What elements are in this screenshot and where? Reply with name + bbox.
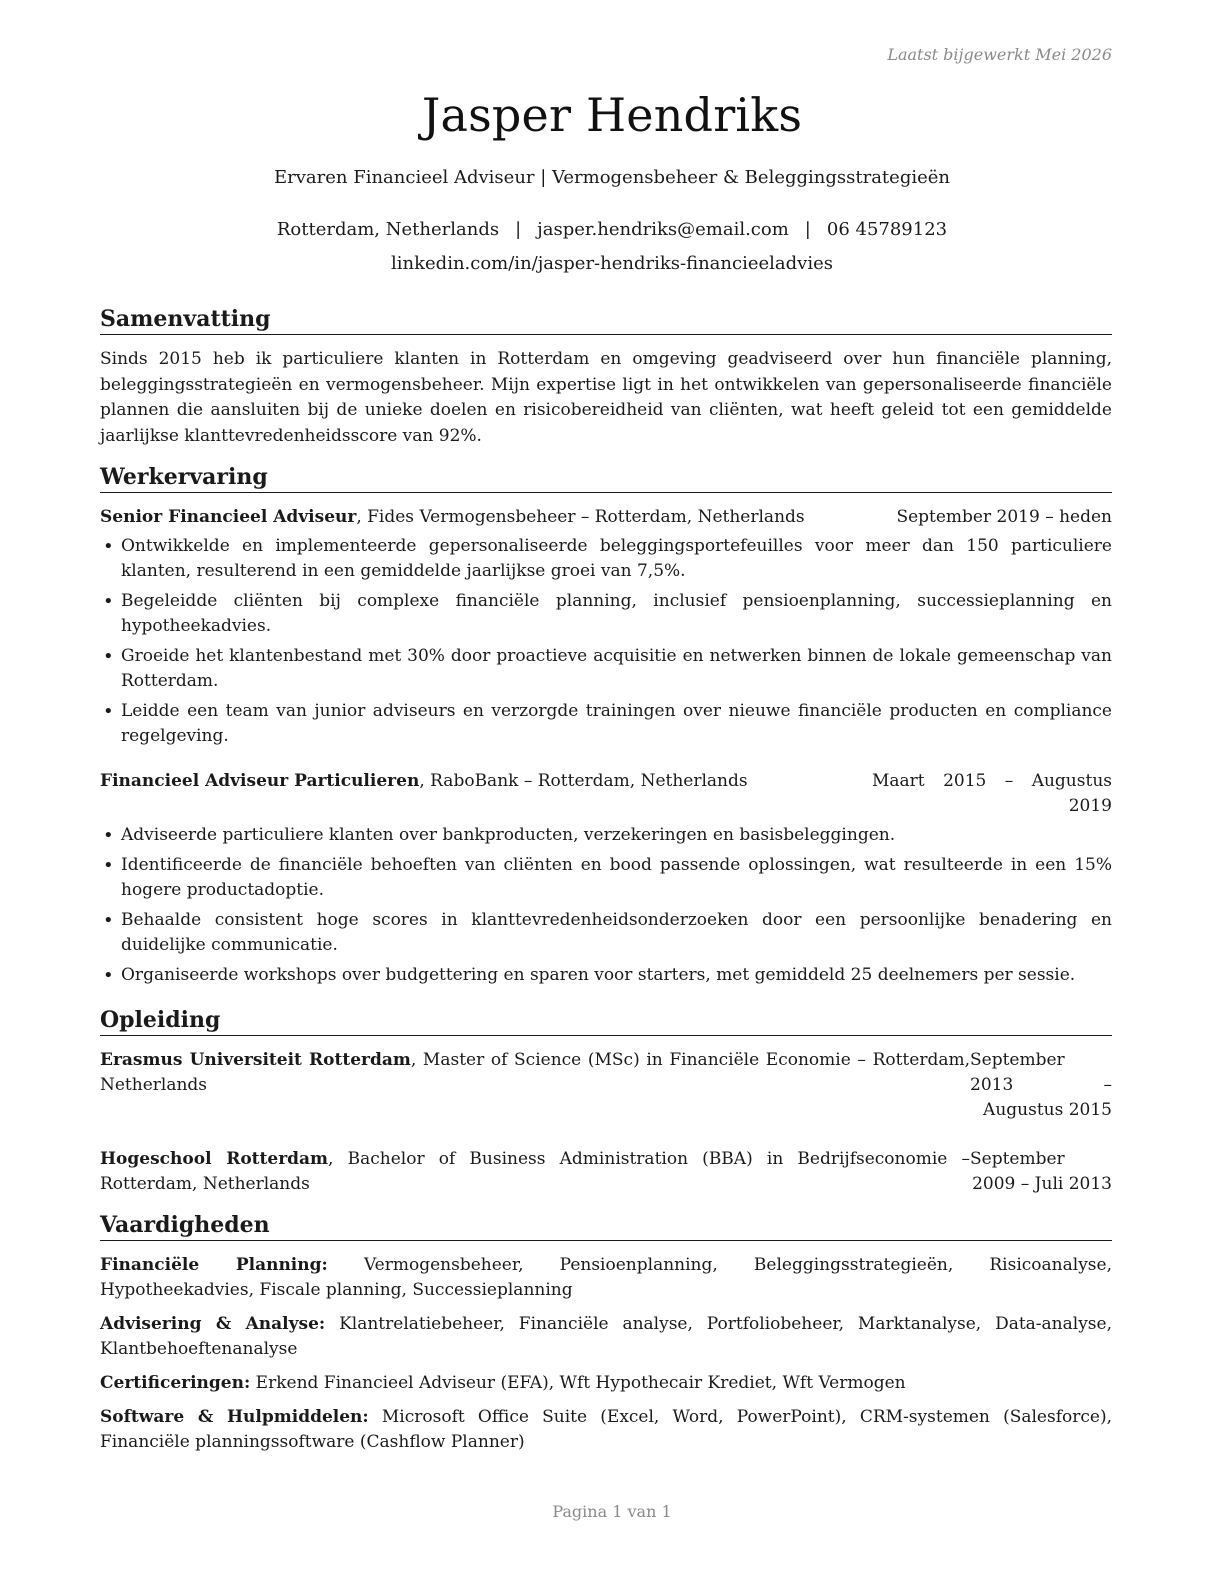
job-org: , RaboBank – Rotterdam, Netherlands [419, 771, 748, 791]
skill-label: Financiële Planning: [100, 1255, 328, 1275]
list-item: • Groeide het klantenbestand met 30% door proactieve acquisitie en netwerken binnen de lokale gemeenschap van Rotterdam. [100, 644, 1112, 694]
education-dates: September 2009 – Juli 2013 [970, 1149, 1112, 1194]
list-item: • Identificeerde de financiële behoeften van cliënten en bood passende oplossingen, wat resulteerde in een 15% hogere productadoptie. [100, 853, 1112, 903]
education-section [100, 1006, 1112, 1197]
skill-label: Certificeringen: [100, 1373, 251, 1393]
section-title: Opleiding [100, 1006, 1112, 1036]
contact-linkedin[interactable]: linkedin.com/in/jasper-hendriks-financieeladvies [391, 253, 833, 274]
contact-separator: | [515, 219, 522, 240]
list-item: • Ontwikkelde en implementeerde gepersonaliseerde beleggingsportefeuilles voor meer dan 150 particuliere klanten, resulterend in een gemiddelde jaarlijkse groei van 7,5%. [100, 534, 1112, 584]
last-updated: Laatst bijgewerkt Mei 2026 [887, 45, 1112, 64]
skill-row [100, 1253, 1112, 1303]
job-role: Senior Financieel Adviseur [100, 507, 357, 527]
contact-line [0, 219, 1224, 240]
skill-value: Vermogensbeheer, Pensioenplanning, Beleggingsstrategieën, Risicoanalyse, Hypotheekadvies, Fiscale planning, Successieplanning [100, 1255, 1112, 1300]
summary-section [100, 305, 1112, 449]
skill-row [100, 1312, 1112, 1362]
contact-phone: 06 45789123 [826, 219, 948, 240]
job-dates: Maart 2015 – Augustus 2019 [872, 771, 1112, 816]
contact-location: Rotterdam, Netherlands [276, 219, 500, 240]
education-degree: , Bachelor of Business Administration (BBA) in Bedrijfseconomie – Rotterdam, Netherlands [100, 1149, 970, 1194]
education-entry [100, 1147, 1112, 1197]
contact-email[interactable]: jasper.hendriks@email.com [537, 219, 789, 240]
skill-row [100, 1405, 1112, 1455]
list-item: • Organiseerde workshops over budgettering en sparen voor starters, met gemiddeld 25 deelnemers per sessie. [100, 963, 1112, 988]
education-degree: , Master of Science (MSc) in Financiële Economie – Rotterdam, Netherlands [100, 1050, 970, 1095]
education-dates: September 2013 – Augustus 2015 [970, 1050, 1112, 1120]
resume-body [100, 305, 1112, 1464]
job-title-line [100, 505, 896, 530]
job-bullets [100, 534, 1112, 749]
page-number: Pagina 1 van 1 [552, 1502, 672, 1521]
job-org: , Fides Vermogensbeheer – Rotterdam, Netherlands [356, 507, 805, 527]
job-title-line [100, 769, 872, 819]
section-title: Samenvatting [100, 305, 1112, 335]
education-school: Hogeschool Rotterdam [100, 1149, 329, 1169]
job-header [100, 769, 1112, 819]
job-header [100, 505, 1112, 530]
education-details [100, 1147, 970, 1197]
skill-label: Advisering & Analyse: [100, 1314, 326, 1334]
education-details [100, 1048, 970, 1123]
skill-value: Microsoft Office Suite (Excel, Word, PowerPoint), CRM-systemen (Salesforce), Financiële planningssoftware (Cashflow Planner) [100, 1407, 1112, 1452]
contact-separator: | [804, 219, 811, 240]
skill-row [100, 1371, 1112, 1396]
list-item: • Begeleidde cliënten bij complexe financiële planning, inclusief pensioenplanning, successieplanning en hypotheekadvies. [100, 589, 1112, 639]
job-dates: September 2019 – heden [896, 507, 1112, 527]
skill-value: Erkend Financieel Adviseur (EFA), Wft Hypothecair Krediet, Wft Vermogen [250, 1373, 906, 1393]
education-school: Erasmus Universiteit Rotterdam [100, 1050, 411, 1070]
job-entry [100, 505, 1112, 749]
candidate-name: Jasper Hendriks [421, 88, 803, 142]
list-item: • Adviseerde particuliere klanten over bankproducten, verzekeringen en basisbeleggingen. [100, 823, 1112, 848]
skill-label: Software & Hulpmiddelen: [100, 1407, 369, 1427]
job-bullets [100, 823, 1112, 988]
skill-value: Klantrelatiebeheer, Financiële analyse, Portfoliobeheer, Marktanalyse, Data-analyse, Klantbehoeftenanalyse [100, 1314, 1112, 1359]
list-item: • Leidde een team van junior adviseurs en verzorgde trainingen over nieuwe financiële producten en compliance regelgeving. [100, 699, 1112, 749]
experience-section [100, 463, 1112, 988]
section-title: Vaardigheden [100, 1211, 1112, 1241]
summary-text: Sinds 2015 heb ik particuliere klanten in Rotterdam en omgeving geadviseerd over hun financiële planning, beleggingsstrategieën en vermogensbeheer. Mijn expertise ligt in het ontwikkelen van gepersonaliseerde financiële plannen die aansluiten bij de unieke doelen en risicobereidheid van cliënten, wat heeft geleid tot een gemiddelde jaarlijkse klanttevredenheidsscore van 92%. [100, 349, 1112, 446]
education-entry [100, 1048, 1112, 1123]
headline: Ervaren Financieel Adviseur | Vermogensbeheer & Beleggingsstrategieën [273, 167, 950, 188]
job-role: Financieel Adviseur Particulieren [100, 771, 420, 791]
list-item: • Behaalde consistent hoge scores in klanttevredenheidsonderzoeken door een persoonlijke benadering en duidelijke communicatie. [100, 908, 1112, 958]
section-title: Werkervaring [100, 463, 1112, 493]
job-entry [100, 769, 1112, 988]
skills-section [100, 1211, 1112, 1455]
